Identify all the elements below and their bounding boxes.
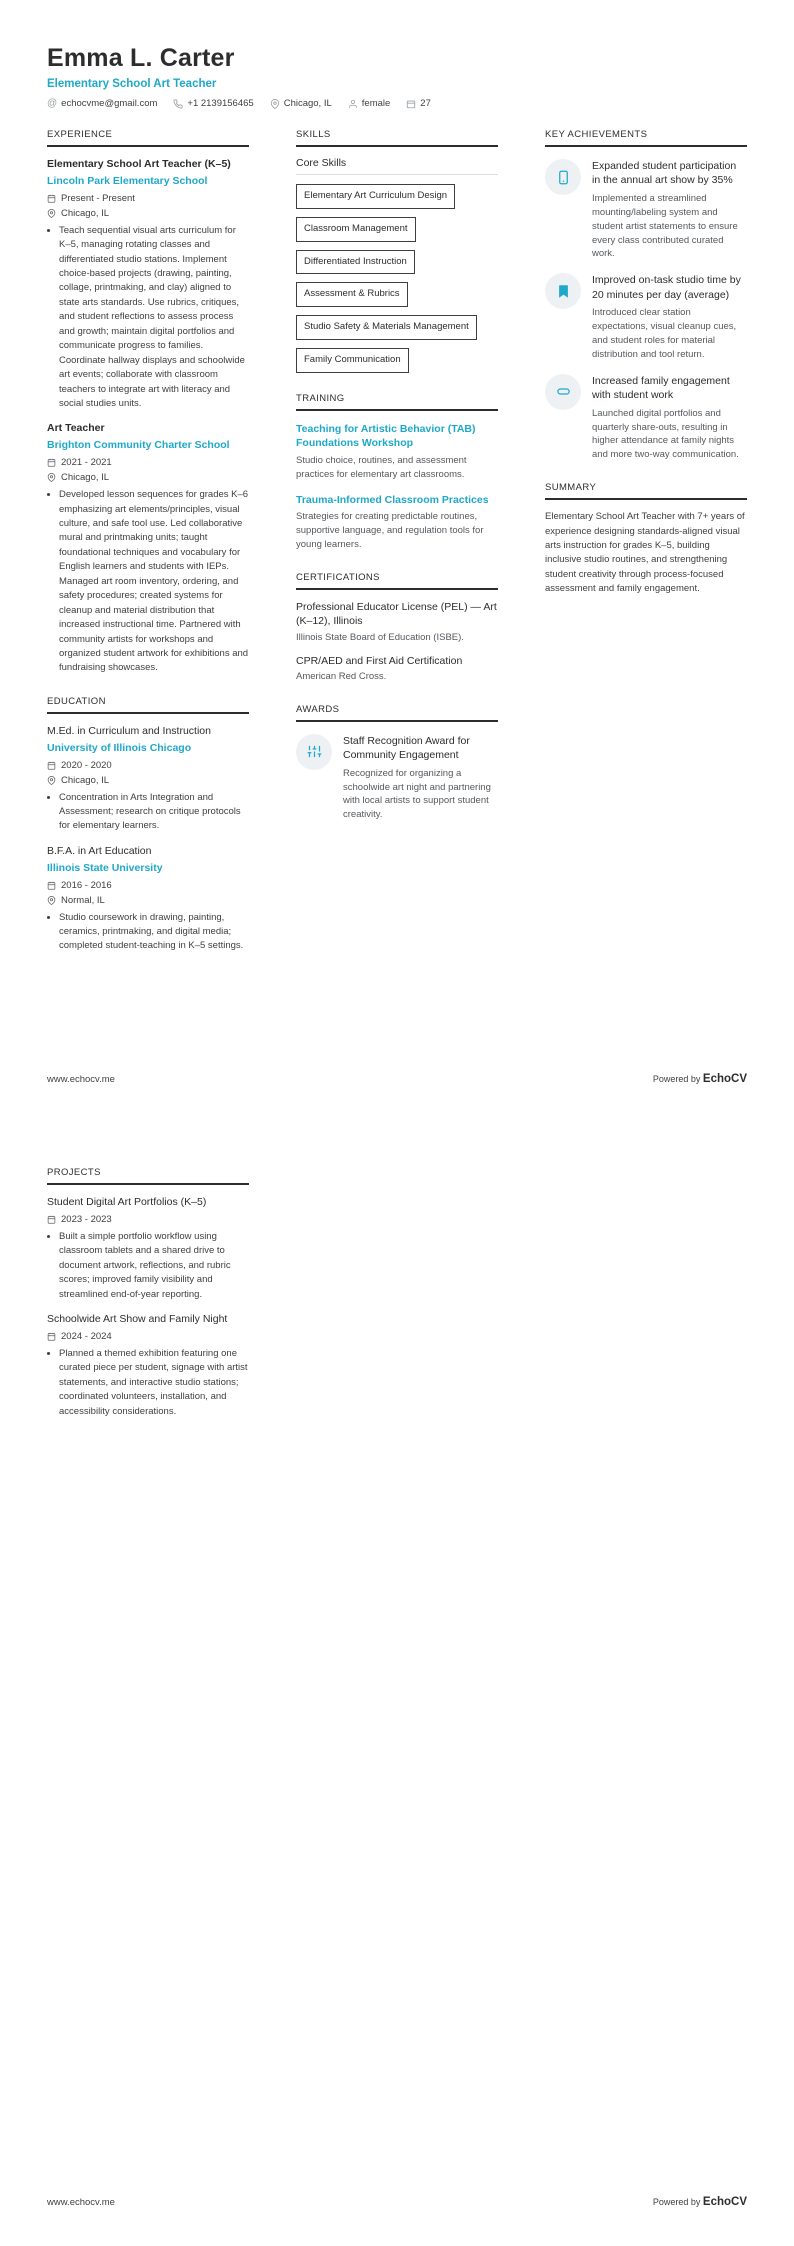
columns-page-1 [47, 129, 747, 974]
button-pill-icon [556, 384, 571, 399]
training-description: Studio choice, routines, and assessment practices for elementary art classrooms. [296, 454, 467, 480]
achievement-body [592, 159, 747, 261]
column-left [47, 1167, 249, 1439]
award-description: Recognized for organizing a schoolwide art night and partnering with local artists to support student creativity. [343, 767, 491, 821]
certification-title: CPR/AED and First Aid Certification [296, 654, 463, 667]
experience-item [47, 422, 249, 675]
training-description: Strategies for creating predictable routines, supportive language, and regulation tools for young learners. [296, 511, 484, 550]
bookmark-icon [556, 284, 571, 299]
map-pin-icon [47, 209, 56, 218]
training-item [296, 493, 498, 552]
calendar-icon [47, 458, 56, 467]
achievement-item [545, 374, 747, 462]
training-title-link: Trauma-Informed Classroom Practices [296, 493, 489, 506]
achievement-body [592, 374, 747, 462]
achievement-description: Introduced clear station expectations, visual cleanup cues, and student roles for material distribution and tool return. [592, 307, 737, 360]
person-icon [348, 99, 358, 109]
award-item [296, 734, 498, 822]
training-heading: TRAINING [296, 393, 498, 411]
section-summary [545, 482, 747, 597]
calendar-icon [47, 761, 56, 770]
experience-location [47, 208, 249, 219]
project-bullets [59, 1230, 249, 1302]
project-dates-value: 2023 - 2023 [61, 1213, 112, 1225]
achievement-description: Implemented a streamlined mounting/labeling system and student artist statements to ensure every class contributed curated work. [592, 192, 738, 260]
education-bullets [59, 911, 249, 954]
education-item [47, 725, 249, 834]
training-item [296, 422, 498, 482]
project-item [47, 1313, 249, 1419]
experience-dates [47, 193, 249, 204]
section-awards [296, 704, 498, 822]
achievement-icon-circle [545, 374, 581, 410]
education-dates-value: 2020 - 2020 [61, 759, 112, 771]
section-education [47, 696, 249, 954]
contact-gender-value: female [361, 98, 391, 109]
map-pin-icon [47, 776, 56, 785]
contact-row [47, 98, 747, 109]
page-footer [47, 2196, 747, 2208]
experience-bullet: • Developed lesson sequences for grades K–6 emphasizing art elements/principles, visual culture, and safe tool use. Led collaborative mural and printmaking units; taught foundational techniques and vocabulary for English learners and students with IEPs. Managed art room inventory, ordering, and safety procedures; created systems for cleanup and material distribution that increased instructional time. Partnered with community artists for workshops and organized student artwork for exhibitions and fundraising showcases. [59, 488, 249, 676]
achievement-title: Expanded student participation in the annual art show by 35% [592, 160, 737, 187]
projects-heading: PROJECTS [47, 1167, 249, 1185]
project-bullets [59, 1347, 249, 1419]
skill-chip: Assessment & Rubrics [296, 282, 408, 307]
achievement-icon-circle [545, 159, 581, 195]
award-body [343, 734, 498, 822]
map-pin-icon [270, 99, 280, 109]
smartphone-icon [556, 170, 571, 185]
section-training [296, 393, 498, 552]
education-location [47, 775, 249, 786]
education-school-link: University of Illinois Chicago [47, 741, 192, 754]
award-icon-circle [296, 734, 332, 770]
experience-item [47, 158, 249, 411]
skill-chip: Studio Safety & Materials Management [296, 315, 477, 340]
column-left [47, 129, 249, 974]
achievement-icon-circle [545, 273, 581, 309]
education-bullets [59, 791, 249, 834]
project-item [47, 1196, 249, 1302]
skills-chip-list [296, 184, 498, 373]
contact-phone-value: +1 2139156465 [187, 98, 254, 109]
education-heading: EDUCATION [47, 696, 249, 714]
map-pin-icon [47, 473, 56, 482]
project-dates [47, 1214, 249, 1225]
email-at-icon: @ [47, 97, 58, 109]
footer-powered-by [653, 1073, 747, 1085]
resume-header [47, 44, 747, 109]
education-school-link: Illinois State University [47, 861, 163, 874]
achievement-body [592, 273, 747, 361]
skill-chip: Elementary Art Curriculum Design [296, 184, 455, 209]
calendar-icon [47, 881, 56, 890]
contact-age [406, 98, 431, 109]
page-footer [47, 1073, 747, 1085]
section-skills [296, 129, 498, 373]
project-bullet: • Built a simple portfolio workflow using classroom tablets and a shared drive to document artwork, reflections, and rubric scores; improved family visibility and streamlined end-of-year reporting. [59, 1230, 249, 1302]
column-right [545, 1167, 747, 1439]
certification-item [296, 654, 498, 684]
awards-heading: AWARDS [296, 704, 498, 722]
education-location-value: Chicago, IL [61, 774, 110, 786]
resume-page-2 [0, 1123, 794, 2246]
map-pin-icon [47, 896, 56, 905]
footer-brand: EchoCV [702, 1073, 747, 1085]
calendar-icon [47, 194, 56, 203]
project-bullet: • Planned a themed exhibition featuring one curated piece per student, signage with artist statements, and interactive studio stations; coordinated volunteers, installation, and accessibility considerations. [59, 1347, 249, 1419]
certifications-heading: CERTIFICATIONS [296, 572, 498, 590]
calendar-icon [47, 1332, 56, 1341]
experience-role: Art Teacher [47, 422, 105, 435]
experience-dates-value: Present - Present [61, 192, 135, 204]
candidate-title: Elementary School Art Teacher [47, 78, 217, 90]
section-projects [47, 1167, 249, 1419]
achievements-heading: KEY ACHIEVEMENTS [545, 129, 747, 147]
experience-location-value: Chicago, IL [61, 207, 110, 219]
contact-phone [173, 98, 253, 109]
experience-company-link: Lincoln Park Elementary School [47, 174, 208, 187]
skills-group-label: Core Skills [296, 157, 498, 175]
column-middle [296, 1167, 498, 1439]
contact-email-value: echocvme@gmail.com [61, 98, 158, 109]
footer-powered-by [653, 2196, 747, 2208]
education-degree: B.F.A. in Art Education [47, 844, 152, 857]
project-title: Student Digital Art Portfolios (K–5) [47, 1196, 207, 1208]
project-dates-value: 2024 - 2024 [61, 1330, 112, 1342]
column-middle [296, 129, 498, 974]
certification-item [296, 600, 498, 644]
footer-site-link[interactable]: www.echocv.me [47, 2197, 115, 2208]
experience-heading: EXPERIENCE [47, 129, 249, 147]
education-dates-value: 2016 - 2016 [61, 879, 112, 891]
achievement-item [545, 273, 747, 361]
education-degree: M.Ed. in Curriculum and Instruction [47, 724, 211, 737]
experience-role: Elementary School Art Teacher (K–5) [47, 158, 231, 170]
certification-title: Professional Educator License (PEL) — Art (K–12), Illinois [296, 600, 497, 628]
experience-location-value: Chicago, IL [61, 472, 110, 484]
footer-site-link[interactable]: www.echocv.me [47, 1074, 115, 1085]
achievement-description: Launched digital portfolios and quarterly share-outs, resulting in higher attendance at family nights and more two-way communication. [592, 407, 739, 461]
education-location [47, 895, 249, 906]
sliders-icon [307, 744, 322, 759]
education-dates [47, 760, 249, 771]
age-box-icon [406, 99, 416, 109]
skill-chip: Family Communication [296, 348, 409, 373]
experience-location [47, 472, 249, 483]
footer-powered-prefix: Powered by [652, 2197, 701, 2207]
summary-text: Elementary School Art Teacher with 7+ years of experience designing standards-aligned visual arts instruction for grades K–5, building inclusive studio routines, and strengthening student creativity through process-focused assessment and family engagement. [545, 511, 745, 595]
candidate-name: Emma L. Carter [47, 44, 235, 72]
achievement-title: Improved on-task studio time by 20 minutes per day (average) [592, 274, 741, 301]
experience-bullets [59, 224, 249, 412]
calendar-icon [47, 1215, 56, 1224]
education-location-value: Normal, IL [61, 894, 105, 906]
achievement-title: Increased family engagement with student work [592, 374, 730, 402]
certification-issuer: American Red Cross. [296, 671, 387, 683]
experience-bullets [59, 488, 249, 676]
section-certifications [296, 572, 498, 684]
contact-email [47, 98, 157, 109]
contact-location [270, 98, 332, 109]
section-experience [47, 129, 249, 676]
skill-chip: Differentiated Instruction [296, 250, 415, 275]
contact-gender [348, 98, 391, 109]
project-dates [47, 1331, 249, 1342]
phone-icon [173, 99, 183, 109]
certification-issuer: Illinois State Board of Education (ISBE). [296, 631, 464, 643]
education-item [47, 845, 249, 954]
award-title: Staff Recognition Award for Community Engagement [343, 734, 470, 762]
education-dates [47, 880, 249, 891]
summary-heading: SUMMARY [545, 482, 747, 500]
skill-chip: Classroom Management [296, 217, 416, 242]
experience-dates-value: 2021 - 2021 [61, 457, 112, 469]
experience-bullet: • Teach sequential visual arts curriculum for K–5, managing rotating classes and differentiated studio stations. Implement choice-based projects (drawing, painting, collage, printmaking, and clay) aligned to state arts standards. Use rubrics, critiques, and student reflections to assess process and growth; maintain digital portfolios and communicate progress to families. Coordinate hallway displays and schoolwide art events; collaborate with classroom teachers to integrate art with literacy and social studies units. [59, 224, 249, 412]
achievement-item [545, 159, 747, 261]
contact-age-value: 27 [420, 98, 431, 109]
education-bullet: • Studio coursework in drawing, painting, ceramics, printmaking, and digital media; completed student-teaching in K–5 settings. [59, 911, 249, 954]
footer-brand: EchoCV [702, 2196, 747, 2208]
columns-page-2 [47, 1167, 747, 1439]
project-title: Schoolwide Art Show and Family Night [47, 1313, 228, 1326]
skills-heading: SKILLS [296, 129, 498, 147]
contact-location-value: Chicago, IL [283, 98, 332, 109]
training-title-link: Teaching for Artistic Behavior (TAB) Foundations Workshop [296, 422, 476, 450]
experience-company-link: Brighton Community Charter School [47, 439, 230, 452]
section-achievements [545, 129, 747, 462]
footer-powered-prefix: Powered by [652, 1074, 701, 1084]
experience-dates [47, 457, 249, 468]
education-bullet: • Concentration in Arts Integration and Assessment; research on critique protocols for elementary learners. [59, 791, 249, 834]
column-right [545, 129, 747, 974]
